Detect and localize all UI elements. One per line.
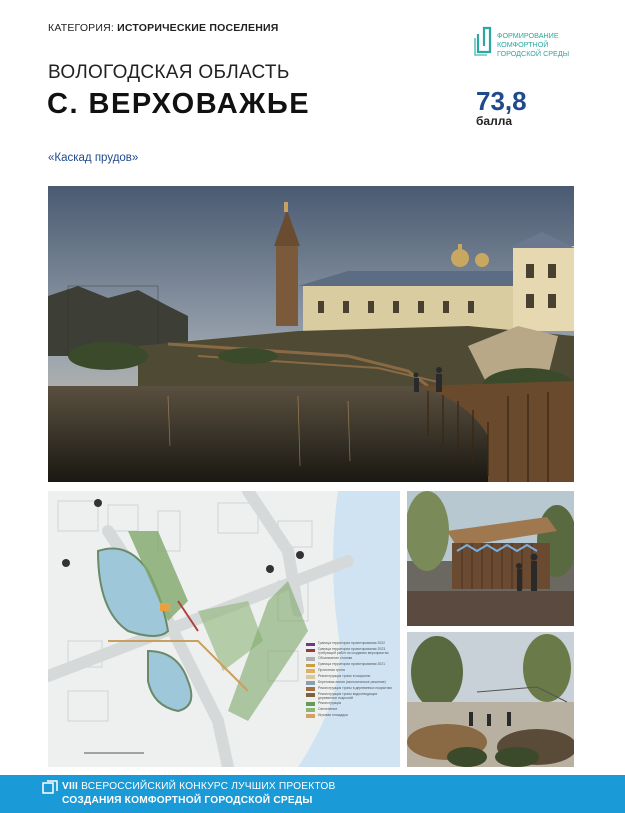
legend-item xyxy=(306,692,396,700)
legend-swatch xyxy=(306,664,315,667)
legend-label: Реконструкция тропы в покрытии xyxy=(318,674,371,678)
project-name: «Каскад прудов» xyxy=(48,152,139,164)
footer-text xyxy=(62,780,336,808)
legend-swatch xyxy=(306,649,315,652)
main-visualization-image xyxy=(48,186,574,482)
legend-item xyxy=(306,656,396,661)
footer-line-1-rest: ВСЕРОССИЙСКИЙ КОНКУРС ЛУЧШИХ ПРОЕКТОВ xyxy=(81,781,336,792)
legend-label: Озеленение xyxy=(318,707,338,711)
legend-swatch xyxy=(306,708,315,712)
category-line xyxy=(48,22,278,34)
legend-label: Игровая площадка xyxy=(318,713,348,717)
town-title: С. ВЕРХОВАЖЬЕ xyxy=(47,88,311,120)
legend-label: Обозначение стоянки xyxy=(318,656,353,660)
legend-label: Граница территории проектирования 2021 xyxy=(318,662,386,666)
program-logo-text xyxy=(497,31,569,58)
legend-item xyxy=(306,662,396,667)
legend-label: Проектная тропа xyxy=(318,668,345,672)
legend-item xyxy=(306,713,396,718)
plan-legend xyxy=(306,641,396,719)
legend-swatch xyxy=(306,681,315,685)
program-logo-icon xyxy=(474,24,496,56)
legend-swatch xyxy=(306,702,315,706)
legend-item xyxy=(306,674,396,679)
legend-label: Граница территории проектирования 2023, требующей работ по созданию мероприятия xyxy=(318,647,389,655)
legend-item xyxy=(306,701,396,706)
legend-swatch xyxy=(306,693,315,697)
footer-line-1 xyxy=(62,780,336,794)
pavilion-visualization-image xyxy=(407,491,574,626)
logo-line-2: КОМФОРТНОЙ xyxy=(497,40,549,49)
contest-logo-icon xyxy=(42,780,58,796)
score-unit: балла xyxy=(476,114,513,128)
score-value: 73,8 xyxy=(476,86,527,116)
legend-label: Береговая линия (экологическое решение) xyxy=(318,680,386,684)
legend-item xyxy=(306,707,396,712)
legend-swatch xyxy=(306,657,315,661)
category-label: КАТЕГОРИЯ: xyxy=(48,22,115,34)
legend-item xyxy=(306,647,396,655)
legend-item xyxy=(306,641,396,646)
legend-item xyxy=(306,680,396,685)
logo-line-1: ФОРМИРОВАНИЕ xyxy=(497,31,559,40)
park-visualization-image xyxy=(407,632,574,767)
legend-swatch xyxy=(306,675,315,679)
legend-swatch xyxy=(306,687,315,691)
legend-label: Реконструкция xyxy=(318,701,342,705)
legend-swatch xyxy=(306,669,315,673)
category-value: ИСТОРИЧЕСКИЕ ПОСЕЛЕНИЯ xyxy=(117,22,279,34)
legend-label: Реконструкция тропы водоотводящих деревянных покрытий xyxy=(318,692,378,700)
master-plan-image xyxy=(48,491,400,767)
legend-item xyxy=(306,668,396,673)
legend-item xyxy=(306,686,396,691)
logo-line-3: ГОРОДСКОЙ СРЕДЫ xyxy=(497,49,570,58)
legend-swatch xyxy=(306,714,315,718)
legend-swatch xyxy=(306,643,315,646)
footer-line-2: СОЗДАНИЯ КОМФОРТНОЙ ГОРОДСКОЙ СРЕДЫ xyxy=(62,795,313,806)
legend-label: Граница территории проектирования 2022 xyxy=(318,641,386,645)
legend-label: Реконструкция тропы в деревянных покрытиях xyxy=(318,686,393,690)
footer-edition: VIII xyxy=(62,781,79,792)
region-title: ВОЛОГОДСКАЯ ОБЛАСТЬ xyxy=(48,62,290,83)
